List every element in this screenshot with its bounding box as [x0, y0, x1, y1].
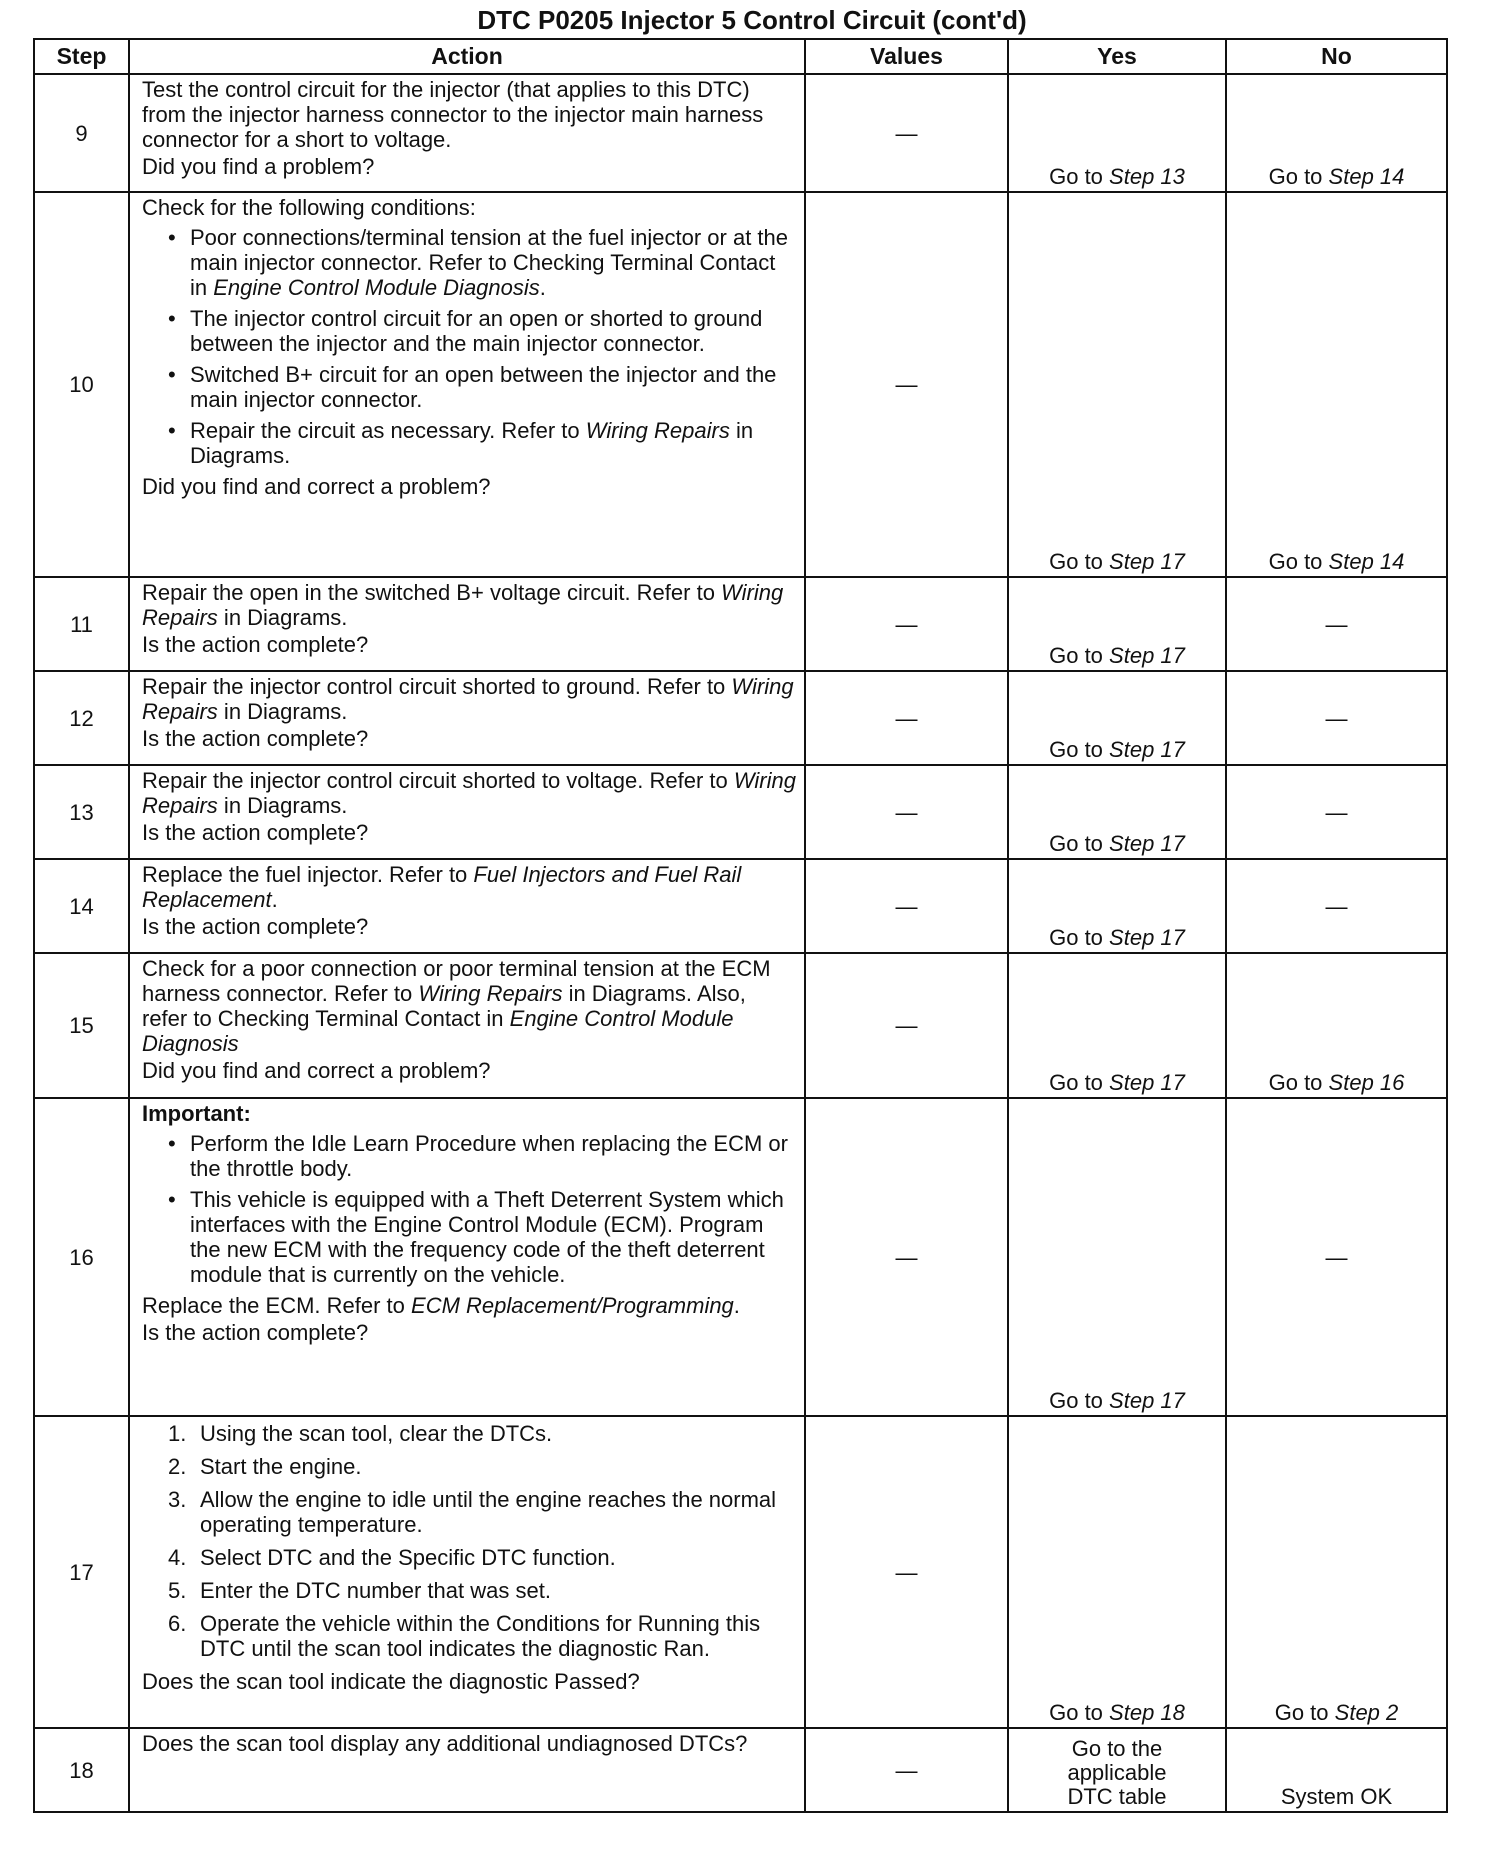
values-cell: — [805, 1416, 1008, 1728]
step-number: 16 [34, 1098, 129, 1416]
yes-result: Go to Step 17 [1008, 577, 1226, 671]
action-text: Check for a poor connection or poor terminal tension at the ECM harness connector. Refer to Wiring Repairs in Diagrams. Also, refer to Checking Terminal Contact in Engine Control Module Diagnosis [142, 956, 771, 1056]
values-cell: — [805, 765, 1008, 859]
action-question: Is the action complete? [142, 914, 369, 939]
important-list [142, 1131, 796, 1287]
no-column-header: No [1226, 39, 1447, 74]
action-cell [129, 1728, 805, 1812]
table-row [34, 74, 1447, 192]
yes-result: Go to Step 13 [1008, 74, 1226, 192]
values-cell: — [805, 577, 1008, 671]
list-item: 1. Using the scan tool, clear the DTCs. [168, 1421, 553, 1446]
list-item: 6. Operate the vehicle within the Conditions for Running this DTC until the scan tool indicates the diagnostic Ran. [168, 1611, 761, 1661]
yes-result: Go to Step 17 [1008, 765, 1226, 859]
yes-result: Go to Step 17 [1008, 671, 1226, 765]
list-item: • Poor connections/terminal tension at the fuel injector or at the main injector connector. Refer to Checking Terminal Contact in Engine Control Module Diagnosis. [142, 225, 796, 300]
values-cell: — [805, 74, 1008, 192]
values-cell: — [805, 1728, 1008, 1812]
values-cell: — [805, 1098, 1008, 1416]
table-row [34, 953, 1447, 1098]
table-row [34, 192, 1447, 577]
step-number: 17 [34, 1416, 129, 1728]
no-result: — [1226, 671, 1447, 765]
no-result: — [1226, 577, 1447, 671]
list-item: 5. Enter the DTC number that was set. [168, 1578, 551, 1603]
action-cell [129, 192, 805, 577]
step-number: 9 [34, 74, 129, 192]
table-row [34, 1098, 1447, 1416]
no-result: — [1226, 859, 1447, 953]
action-text: Repair the injector control circuit shorted to ground. Refer to Wiring Repairs in Diagrams. [142, 674, 794, 724]
yes-result: Go to Step 17 [1008, 192, 1226, 577]
table-row [34, 765, 1447, 859]
action-column-header: Action [129, 39, 805, 74]
table-row [34, 1728, 1447, 1812]
list-item: 3. Allow the engine to idle until the engine reaches the normal operating temperature. [168, 1487, 777, 1537]
action-cell [129, 859, 805, 953]
no-result: Go to Step 16 [1226, 953, 1447, 1098]
yes-result: Go to Step 17 [1008, 1098, 1226, 1416]
action-question: Is the action complete? [142, 820, 369, 845]
yes-result: Go to the applicable DTC table [1008, 1728, 1226, 1812]
page-title: DTC P0205 Injector 5 Control Circuit (cont'd) [477, 5, 1027, 35]
list-item: • Switched B+ circuit for an open between the injector and the main injector connector. [142, 362, 796, 412]
action-cell [129, 577, 805, 671]
list-item: • Repair the circuit as necessary. Refer to Wiring Repairs in Diagrams. [142, 418, 796, 468]
table-row [34, 577, 1447, 671]
step-number: 10 [34, 192, 129, 577]
action-cell [129, 74, 805, 192]
action-question: Is the action complete? [142, 726, 369, 751]
action-cell [129, 671, 805, 765]
list-item: 2. Start the engine. [168, 1454, 362, 1479]
step-number: 12 [34, 671, 129, 765]
list-item: • Perform the Idle Learn Procedure when replacing the ECM or the throttle body. [142, 1131, 796, 1181]
values-cell: — [805, 859, 1008, 953]
yes-result: Go to Step 17 [1008, 859, 1226, 953]
step-number: 18 [34, 1728, 129, 1812]
values-column-header: Values [805, 39, 1008, 74]
action-question: Is the action complete? [142, 632, 369, 657]
dtc-diagnostic-table [33, 38, 1448, 1813]
step-column-header: Step [34, 39, 129, 74]
action-text: Test the control circuit for the injector (that applies to this DTC) from the injector harness connector to the injector main harness connector for a short to voltage. [142, 77, 764, 152]
step-number: 15 [34, 953, 129, 1098]
action-cell [129, 1098, 805, 1416]
action-cell [129, 953, 805, 1098]
yes-column-header: Yes [1008, 39, 1226, 74]
values-cell: — [805, 671, 1008, 765]
action-question: Is the action complete? [142, 1320, 369, 1345]
no-result: Go to Step 14 [1226, 192, 1447, 577]
action-question: Did you find and correct a problem? [142, 474, 491, 499]
action-text: Repair the injector control circuit shorted to voltage. Refer to Wiring Repairs in Diagrams. [142, 768, 796, 818]
step-number: 14 [34, 859, 129, 953]
important-label: Important: [142, 1101, 251, 1126]
action-text: Replace the fuel injector. Refer to Fuel Injectors and Fuel Rail Replacement. [142, 862, 742, 912]
list-item: 4. Select DTC and the Specific DTC function. [168, 1545, 616, 1570]
action-text: Replace the ECM. Refer to ECM Replacement/Programming. [142, 1293, 740, 1318]
yes-result: Go to Step 17 [1008, 953, 1226, 1098]
no-result: Go to Step 2 [1226, 1416, 1447, 1728]
action-intro: Check for the following conditions: [142, 195, 476, 220]
list-item: • The injector control circuit for an open or shorted to ground between the injector and the main injector connector. [142, 306, 796, 356]
values-cell: — [805, 953, 1008, 1098]
step-number: 11 [34, 577, 129, 671]
action-text: Repair the open in the switched B+ voltage circuit. Refer to Wiring Repairs in Diagrams. [142, 580, 784, 630]
action-question: Does the scan tool display any additional undiagnosed DTCs? [142, 1731, 748, 1756]
no-result: Go to Step 14 [1226, 74, 1447, 192]
no-result: System OK [1226, 1728, 1447, 1812]
table-header-row [34, 39, 1447, 74]
step-number: 13 [34, 765, 129, 859]
table-row [34, 671, 1447, 765]
action-cell [129, 1416, 805, 1728]
action-question: Did you find and correct a problem? [142, 1058, 491, 1083]
action-cell [129, 765, 805, 859]
no-result: — [1226, 765, 1447, 859]
no-result: — [1226, 1098, 1447, 1416]
action-question: Does the scan tool indicate the diagnostic Passed? [142, 1669, 640, 1694]
yes-result: Go to Step 18 [1008, 1416, 1226, 1728]
values-cell: — [805, 192, 1008, 577]
procedure-list [142, 1421, 796, 1661]
table-row [34, 1416, 1447, 1728]
list-item: • This vehicle is equipped with a Theft Deterrent System which interfaces with the Engine Control Module (ECM). Program the new ECM with the frequency code of the theft deterrent module that is currently on the vehicle. [142, 1187, 796, 1287]
action-question: Did you find a problem? [142, 154, 375, 179]
table-row [34, 859, 1447, 953]
condition-list [142, 225, 796, 468]
